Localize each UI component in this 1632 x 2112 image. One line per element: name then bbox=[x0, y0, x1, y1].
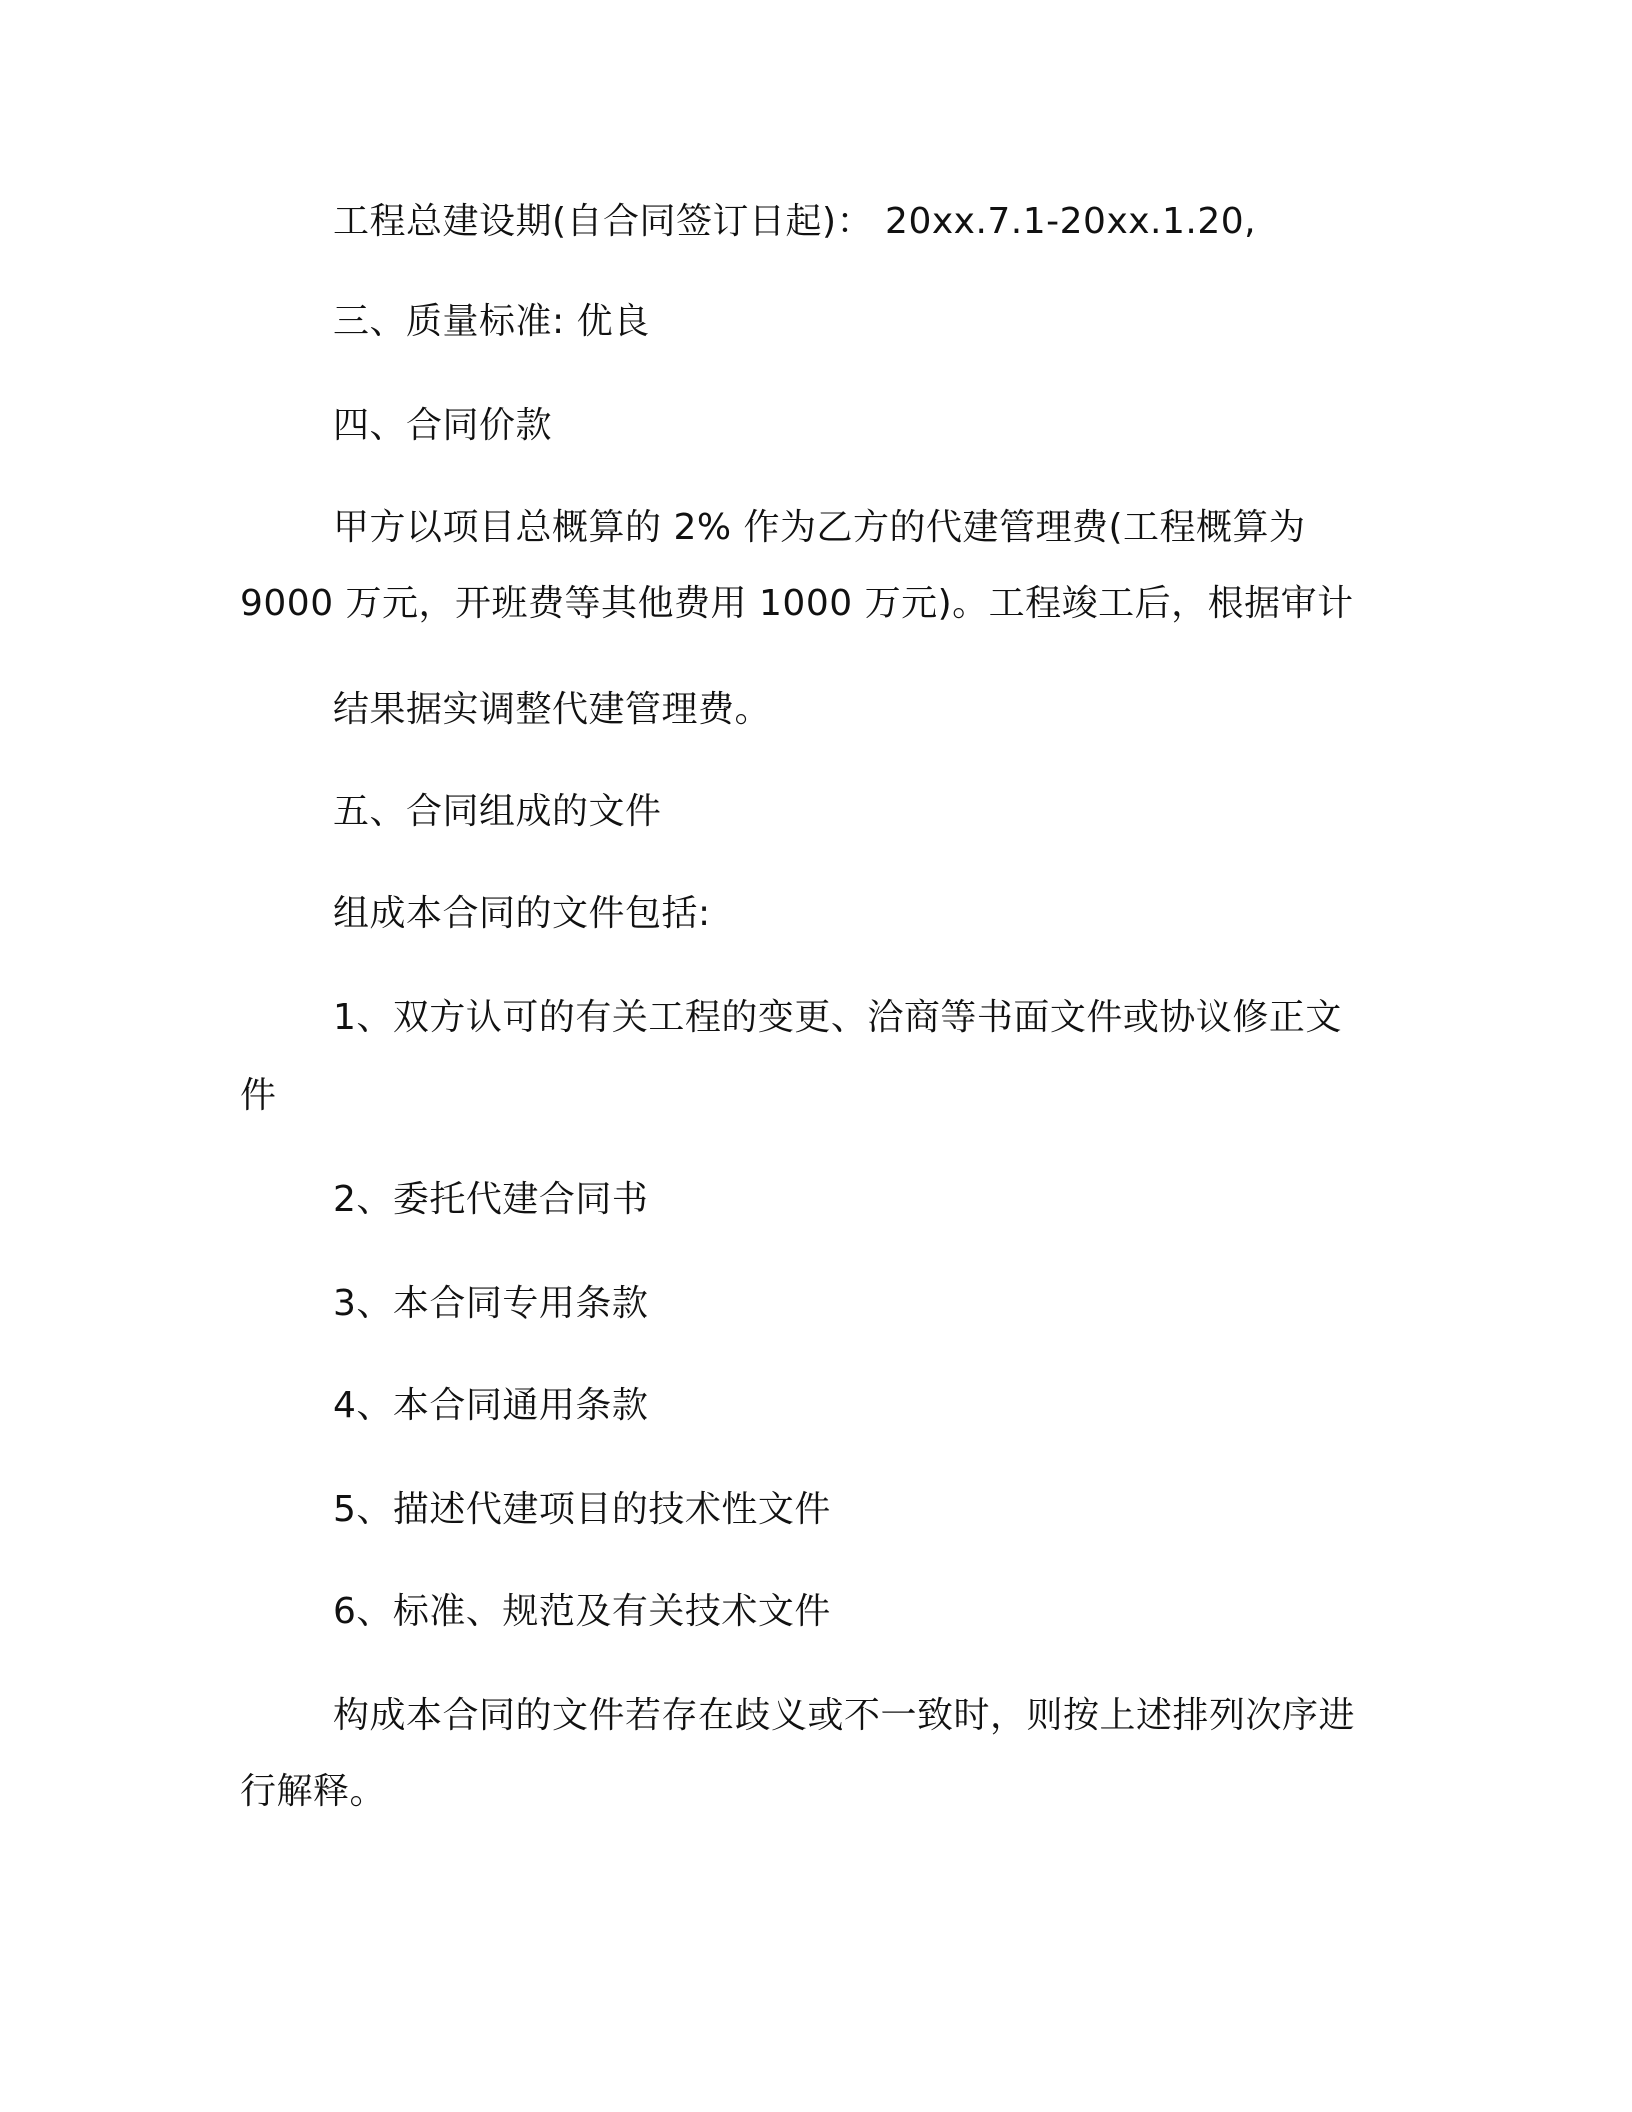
price-paragraph-line-3: 结果据实调整代建管理费。 bbox=[333, 689, 772, 730]
document-item-5: 5、描述代建项目的技术性文件 bbox=[333, 1489, 831, 1530]
price-paragraph-line-1: 甲方以项目总概算的 2% 作为乙方的代建管理费(工程概算为 bbox=[333, 507, 1306, 548]
document-item-1-line-1: 1、双方认可的有关工程的变更、洽商等书面文件或协议修正文 bbox=[333, 997, 1342, 1038]
contract-price-heading: 四、合同价款 bbox=[333, 405, 553, 446]
interpretation-paragraph-line-2: 行解释。 bbox=[240, 1771, 387, 1812]
document-item-1-line-2: 件 bbox=[240, 1075, 277, 1116]
contract-documents-heading: 五、合同组成的文件 bbox=[333, 791, 662, 832]
construction-period-line: 工程总建设期(自合同签订日起)： 20xx.7.1-20xx.1.20, bbox=[333, 201, 1257, 242]
quality-standard-heading: 三、质量标准: 优良 bbox=[333, 301, 650, 342]
document-item-4: 4、本合同通用条款 bbox=[333, 1385, 649, 1426]
document-item-6: 6、标准、规范及有关技术文件 bbox=[333, 1591, 831, 1632]
contract-documents-intro: 组成本合同的文件包括: bbox=[333, 893, 711, 934]
document-item-3: 3、本合同专用条款 bbox=[333, 1283, 649, 1324]
price-paragraph-line-2: 9000 万元，开班费等其他费用 1000 万元)。工程竣工后，根据审计 bbox=[240, 583, 1354, 624]
document-item-2: 2、委托代建合同书 bbox=[333, 1179, 649, 1220]
interpretation-paragraph-line-1: 构成本合同的文件若存在歧义或不一致时，则按上述排列次序进 bbox=[333, 1695, 1356, 1736]
